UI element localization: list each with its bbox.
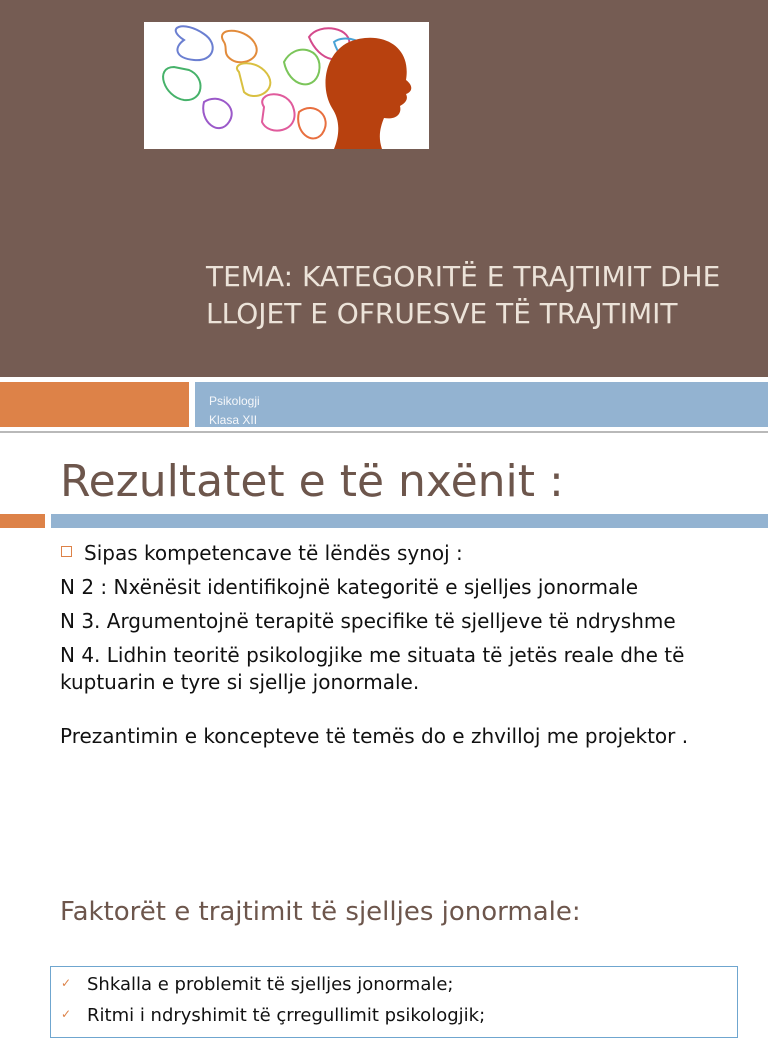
blue-accent-strip [51, 514, 768, 528]
class-label: Klasa XII [209, 413, 258, 427]
factor-item [61, 1005, 486, 1026]
learning-outcomes-heading: Rezultatet e të nxënit : [60, 456, 564, 507]
outcomes-content [60, 540, 750, 757]
competence-bullet [60, 540, 750, 567]
factor-text: Shkalla e problemit të sjelljes jonormale; [87, 974, 454, 995]
subject-label: Psikologji [209, 394, 260, 408]
orange-accent-strip [0, 514, 45, 528]
presentation-note: Prezantimin e koncepteve të temës do e zhvilloj me projektor . [60, 724, 689, 748]
factors-heading: Faktorët e trajtimit të sjelljes jonormale: [60, 897, 581, 927]
outcome-n3: N 3. Argumentojnë terapitë specifike të sjelljeve të ndryshme [60, 609, 676, 633]
square-bullet-icon [61, 546, 72, 557]
slide-divider [0, 431, 768, 433]
outcome-n2: N 2 : Nxënësit identifikojnë kategoritë e sjelljes jonormale [60, 575, 639, 599]
title-slide [0, 0, 768, 377]
presentation-title: TEMA: KATEGORITË E TRAJTIMIT DHE LLOJET E OFRUESVE TË TRAJTIMIT [206, 260, 721, 330]
head-thoughts-logo-icon [144, 22, 429, 149]
factor-text: Ritmi i ndryshimit të çrregullimit psikologjik; [87, 1005, 486, 1026]
blue-subtitle-bar [195, 382, 768, 427]
check-mark-icon: ✓ [61, 976, 72, 990]
factors-box [50, 966, 738, 1038]
orange-accent-bar [0, 382, 189, 427]
factor-item [61, 974, 454, 995]
competence-text: Sipas kompetencave të lëndës synoj : [84, 541, 463, 565]
check-mark-icon: ✓ [61, 1007, 72, 1021]
outcome-n4: N 4. Lidhin teoritë psikologjike me situata të jetës reale dhe të kuptuarin e tyre si sjellje jonormale. [60, 643, 685, 694]
